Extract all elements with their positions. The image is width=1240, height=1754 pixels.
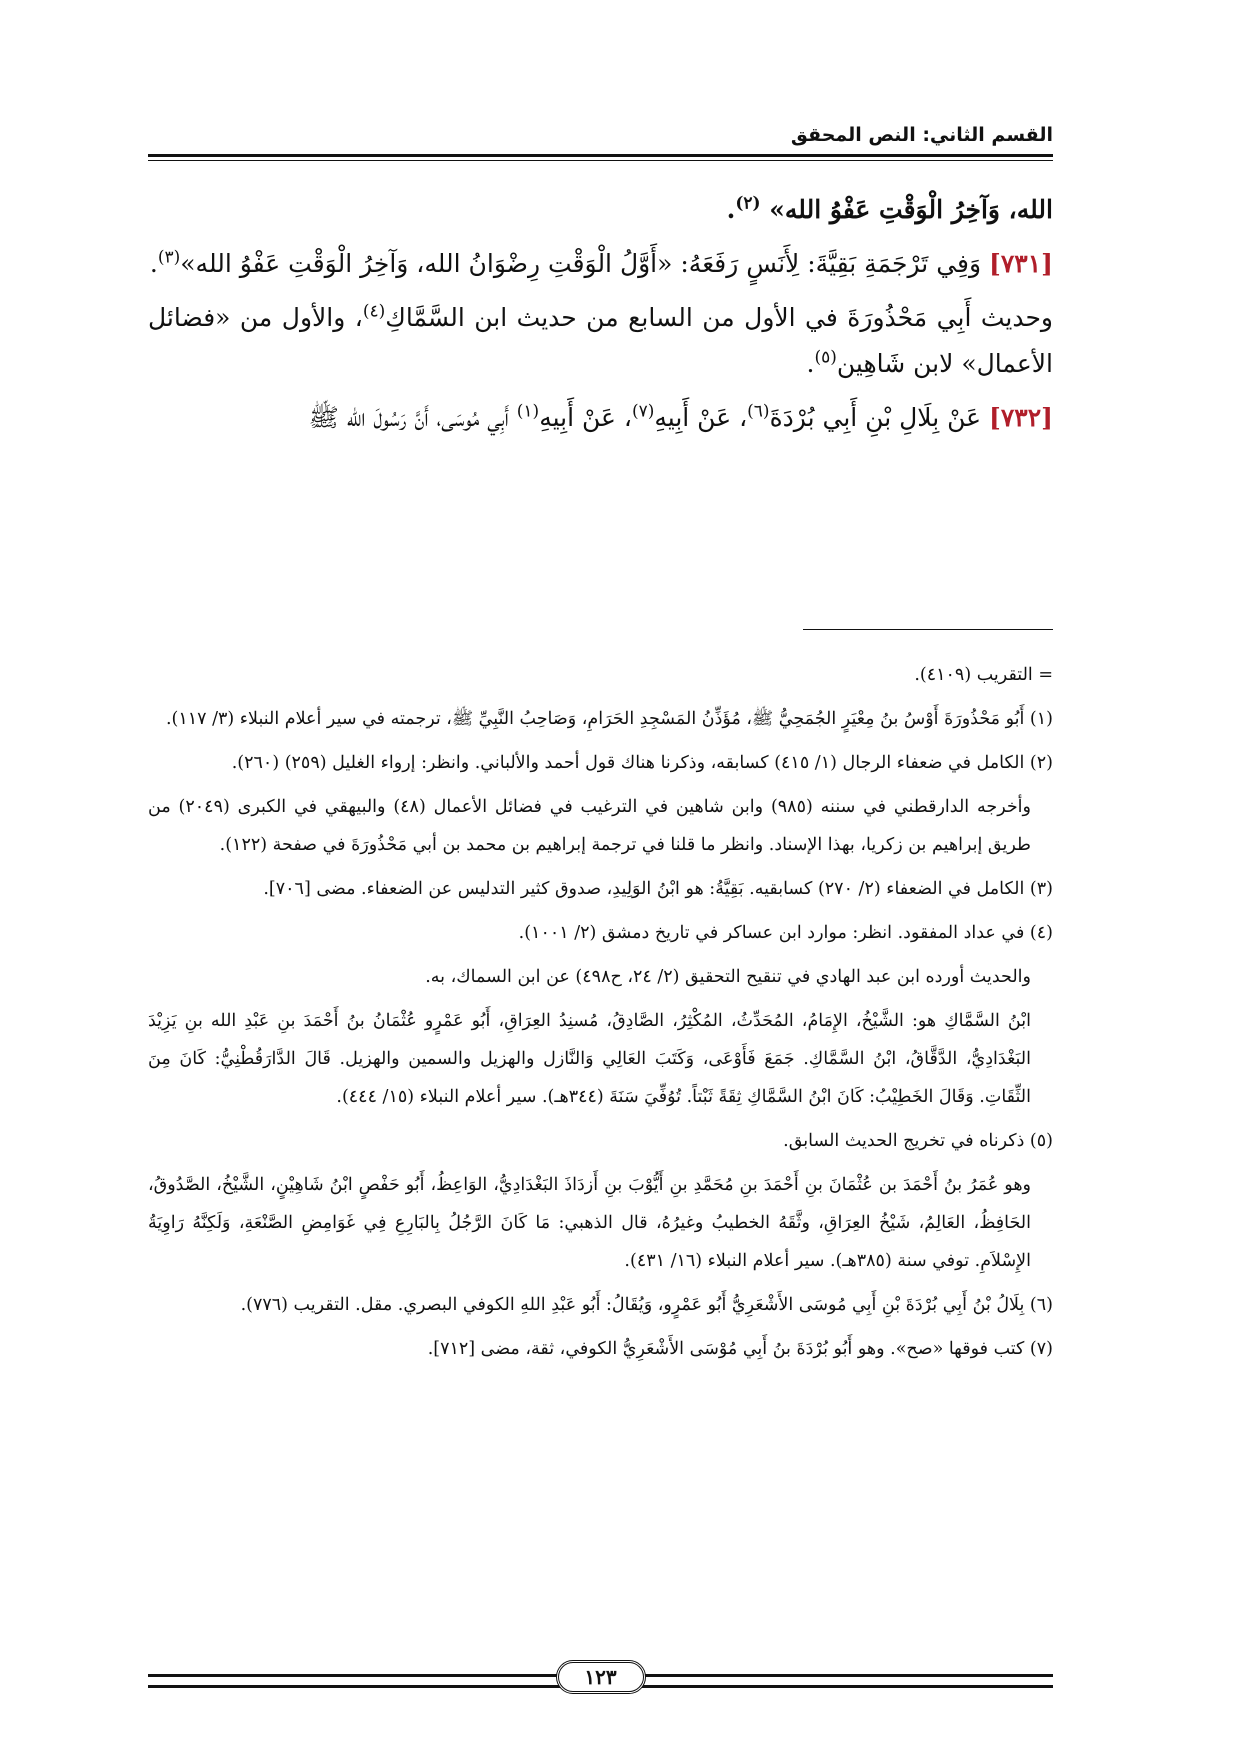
footnote-7: (٧) كتب فوقها «صح». وهو أَبُو بُرْدَةَ بنُ أَبِي مُوْسَى الأَشْعَرِيُّ الكوفي، ثقة، مضى [٧١٢]. bbox=[427, 1339, 1053, 1359]
footnote-4-cont: والحديث أورده ابن عبد الهادي في تنقيح التحقيق (٢/ ٢٤، ح٤٩٨) عن ابن السماك، به. bbox=[425, 967, 1031, 987]
footnote-ref: (٥) bbox=[814, 347, 837, 368]
footnote-ref: (٣) bbox=[157, 247, 181, 268]
header-rule bbox=[148, 154, 1053, 161]
footnote-1: (١) أَبُو مَحْذُورَةَ أَوْسُ بنُ مِعْيَرٍ الجُمَحِيُّ ﷺ، مُؤَذِّنُ المَسْجِدِ الحَرَامِ، وَصَاحِبُ النَّبِيِّ ﷺ، ترجمته في سير أعلام النبلاء (٣/ ١١٧). bbox=[165, 709, 1053, 729]
paragraph-3-text-a: وحديث أَبِي مَحْذُورَةَ في الأول من السابع من حديث ابن السَّمَّاكِ bbox=[385, 303, 1054, 332]
page-footer bbox=[148, 1660, 1053, 1700]
footnote-continuation: = التقريب (٤١٠٩). bbox=[914, 665, 1053, 685]
hadith-732-text-a: عَنْ بِلَالِ بْنِ أَبِي بُرْدَةَ bbox=[769, 403, 982, 432]
footnote-2: (٢) الكامل في ضعفاء الرجال (١/ ٤١٥) كسابقه، وذكرنا هناك قول أحمد والألباني. وانظر: إرواء الغليل (٢٥٩) (٢٦٠). bbox=[231, 753, 1053, 773]
paragraph-3: وحديث أَبِي مَحْذُورَةَ في الأول من السابع من حديث ابن السَّمَّاكِ$^{(٤)}$، والأول من «فضائل الأعمال» لابن شَاهِين$^{(٥)}$. bbox=[148, 301, 1054, 378]
footnote-4: (٤) في عداد المفقود. انظر: موارد ابن عساكر في تاريخ دمشق (٢/ ١٠٠١). bbox=[518, 923, 1053, 943]
hadith-731-text: وَفِي تَرْجَمَةِ بَقِيَّةَ: لِأَنَسٍ رَفَعَهُ: «أَوَّلُ الْوَقْتِ رِضْوَانُ الله، وَآخِرُ الْوَقْتِ عَفْوُ الله» bbox=[180, 249, 982, 278]
hadith-731: [٧٣١] وَفِي تَرْجَمَةِ بَقِيَّةَ: لِأَنَسٍ رَفَعَهُ: «أَوَّلُ الْوَقْتِ رِضْوَانُ الله، وَآخِرُ الْوَقْتِ عَفْوُ الله»$^{(٣)}$. bbox=[149, 247, 1053, 278]
running-header: القسم الثاني: النص المحقق bbox=[790, 124, 1053, 146]
hadith-732-text-c: ، عَنْ أَبِيهِ bbox=[539, 403, 632, 432]
paragraph-3-text-b: ، والأول من «فضائل الأعمال» لابن شَاهِين bbox=[148, 303, 1053, 378]
hadith-732-text-b: ، عَنْ أَبِيهِ bbox=[654, 403, 748, 432]
hadith-number: [٧٣٢] bbox=[989, 403, 1053, 432]
page bbox=[148, 118, 1053, 449]
footnote-ref: (٤) bbox=[362, 301, 386, 322]
paragraph-1: الله، وَآخِرُ الْوَقْتِ عَفْوُ الله» $^{(٢)}$. bbox=[726, 193, 1053, 224]
hadith-number: [٧٣١] bbox=[989, 249, 1053, 278]
footnote-3: (٣) الكامل في الضعفاء (٢/ ٢٧٠) كسابقيه. بَقِيَّةُ: هو ابْنُ الوَلِيدِ، صدوق كثير التدليس عن الضعفاء. مضى [٧٠٦]. bbox=[263, 879, 1053, 899]
footnote-6: (٦) بِلَالُ بْنُ أَبِي بُرْدَةَ بْنِ أَبِي مُوسَى الأَشْعَرِيُّ أَبُو عَمْرٍو، وَيُقَالُ: أَبُو عَبْدِ اللهِ الكوفي البصري. مقل. التقريب (٧٧٦). bbox=[240, 1295, 1053, 1315]
footnote-separator-line bbox=[803, 629, 1053, 630]
footnote-ref: (٢) bbox=[735, 193, 761, 214]
paragraph-1-text: الله، وَآخِرُ الْوَقْتِ عَفْوُ الله» bbox=[769, 195, 1053, 224]
footnote-ref: (٧) bbox=[631, 401, 655, 422]
footnote-ref: (١) bbox=[516, 401, 540, 422]
footnote-5: (٥) ذكرناه في تخريج الحديث السابق. bbox=[783, 1131, 1053, 1151]
main-text bbox=[148, 187, 1053, 441]
hadith-732 bbox=[148, 395, 1053, 441]
footnote-5-bio: وهو عُمَرُ بنُ أَحْمَدَ بن عُثْمَانَ بنِ أَحْمَدَ بنِ مُحَمَّدِ بنِ أَيُّوْبَ بنِ أَزدَاذَ البَغْدَادِيُّ، الوَاعِظُ، أَبُو حَفْصٍ ابْنُ شَاهِيْنٍ، الشَّيْخُ، الصَّدُوقُ، الحَافِظُ، العَالِمُ، شَيْخُ العِرَاقِ، وثَّقَهُ الخطيبُ وغيرُهُ، قال الذهبي: مَا كَانَ الرَّجُلُ بِالبَارِعِ فِي غَوَامِضِ الصَّنْعَةِ، وَلَكِنَّهُ رَاوِيَةُ الإِسْلاَمِ. توفي سنة (٣٨٥هـ). سير أعلام النبلاء (١٦/ ٤٣١). bbox=[148, 1175, 1031, 1271]
hadith-732-text-d: أَبِي مُوسَى، أَنَّ رَسُولَ الله ﷺ bbox=[308, 403, 509, 432]
page-number: ١٢٣ bbox=[556, 1660, 646, 1694]
footnotes bbox=[148, 656, 1053, 1374]
footnote-2-cont: وأخرجه الدارقطني في سننه (٩٨٥) وابن شاهين في الترغيب في فضائل الأعمال (٤٨) والبيهقي في الكبرى (٢٠٤٩) من طريق إبراهيم بن زكريا، بهذا الإسناد. وانظر ما قلنا في ترجمة إبراهيم بن محمد بن أبي مَحْذُورَةَ في صفحة (١٢٢). bbox=[148, 797, 1031, 855]
footnote-ref: (٦) bbox=[747, 401, 770, 422]
footnote-4-bio: ابْنُ السَّمَّاكِ هو: الشَّيْخُ، الإِمَامُ، المُحَدِّثُ، المُكْثِرُ، الصَّادِقُ، مُسنِدُ العِرَاقِ، أَبُو عَمْرٍو عُثْمَانُ بنُ أَحْمَدَ بنِ عَبْدِ الله بنِ يَزِيْدَ البَغْدَادِيُّ، الدَّقَّاقُ، ابْنُ السَّمَّاكِ. جَمَعَ فَأَوْعَى، وَكَتَبَ العَالِي وَالنَّازل والهزيل والسمين والهزيل. قَالَ الدَّارَقُطْنِيُّ: كَانَ مِنَ الثِّقَاتِ. وَقَالَ الخَطِيْبُ: كَانَ ابْنُ السَّمَّاكِ ثِقَةً ثَبْتاً. تُوُفِّيَ سَنَةَ (٣٤٤هـ). سير أعلام النبلاء (١٥/ ٤٤٤). bbox=[148, 1011, 1031, 1107]
